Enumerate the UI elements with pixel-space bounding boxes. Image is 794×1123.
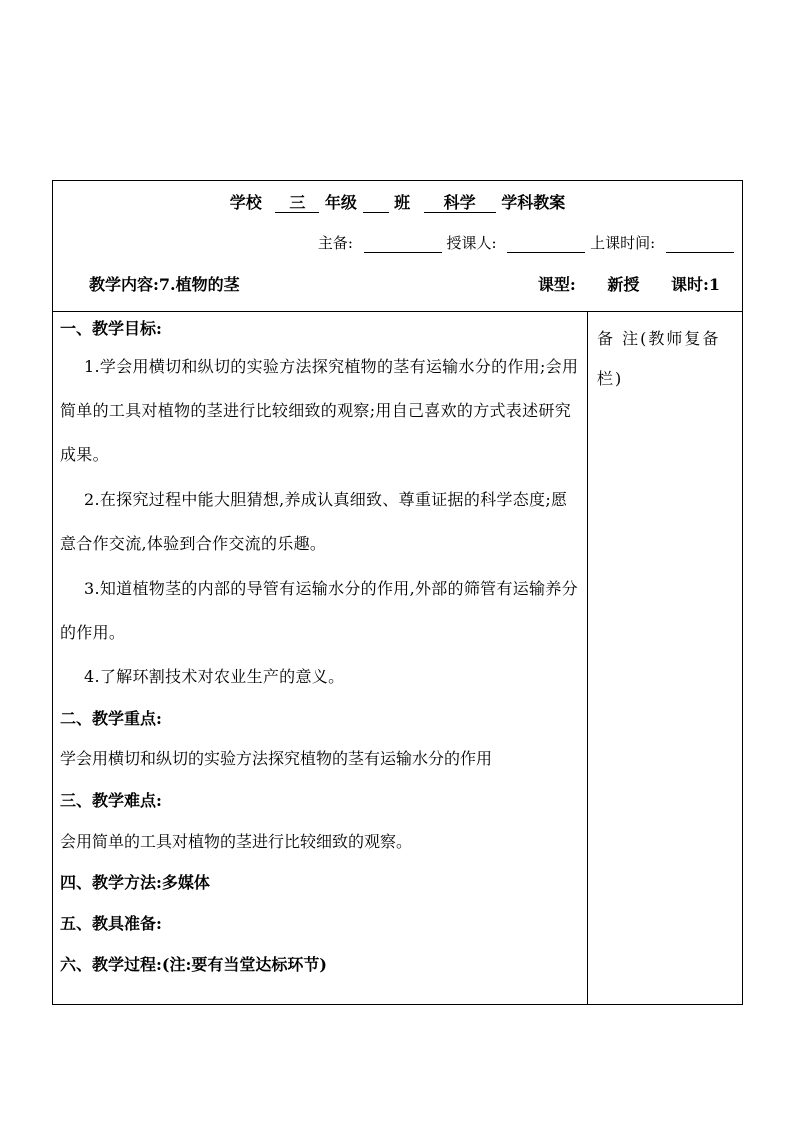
section-title-process: 六、教学过程:(注:要有当堂达标环节) <box>60 955 327 974</box>
table-header <box>53 181 742 312</box>
title-suffix: 学科教案 <box>501 193 566 212</box>
lesson-hours: 课时:1 <box>670 275 720 294</box>
meta-main-prep-blank <box>364 236 442 253</box>
lesson-type-value: 新授 <box>607 275 640 294</box>
main-column <box>53 311 588 1004</box>
difficulties-text: 会用简单的工具对植物的茎进行比较细致的观察。 <box>60 832 413 851</box>
lesson-plan-table <box>52 180 743 1005</box>
content-label: 教学内容:7.植物的茎 <box>89 275 240 294</box>
section-title-methods: 四、教学方法:多媒体 <box>60 873 210 892</box>
page-title <box>53 193 742 213</box>
side-note: 备 注(教师复备栏) <box>597 329 721 388</box>
section-title-materials: 五、教具准备: <box>60 914 162 933</box>
title-school: 学校 <box>229 193 262 212</box>
lesson-info <box>538 275 720 295</box>
objective-3: 3.知道植物茎的内部的导管有运输水分的作用,外部的筛管有运输养分的作用。 <box>60 579 578 642</box>
section-title-objectives: 一、教学目标: <box>60 319 162 338</box>
key-points-text: 学会用横切和纵切的实验方法探究植物的茎有运输水分的作用 <box>60 749 493 768</box>
objective-4: 4.了解环割技术对农业生产的意义。 <box>84 667 345 686</box>
objective-2: 2.在探究过程中能大胆猜想,养成认真细致、尊重证据的科学态度;愿意合作交流,体验到合作交流的乐趣。 <box>60 490 568 553</box>
title-class-label: 班 <box>394 193 411 212</box>
meta-main-prep: 主备: <box>317 234 353 252</box>
objective-1: 1.学会用横切和纵切的实验方法探究植物的茎有运输水分的作用;会用简单的工具对植物的茎进行比较细致的观察;用自己喜欢的方式表述研究成果。 <box>60 357 579 464</box>
meta-time: 上课时间: <box>590 234 656 252</box>
meta-teacher-blank <box>507 236 585 253</box>
title-subject-value: 科学 <box>424 194 496 213</box>
meta-teacher: 授课人: <box>446 234 497 252</box>
title-grade-value: 三 <box>275 194 319 213</box>
lesson-type-label: 课型: <box>537 275 576 294</box>
title-grade-label: 年级 <box>324 193 357 212</box>
side-column <box>587 311 742 1004</box>
title-class-blank <box>363 194 389 213</box>
meta-time-blank <box>666 236 734 253</box>
section-title-difficulties: 三、教学难点: <box>60 791 162 810</box>
section-title-key-points: 二、教学重点: <box>60 709 162 728</box>
meta-line <box>318 233 734 253</box>
